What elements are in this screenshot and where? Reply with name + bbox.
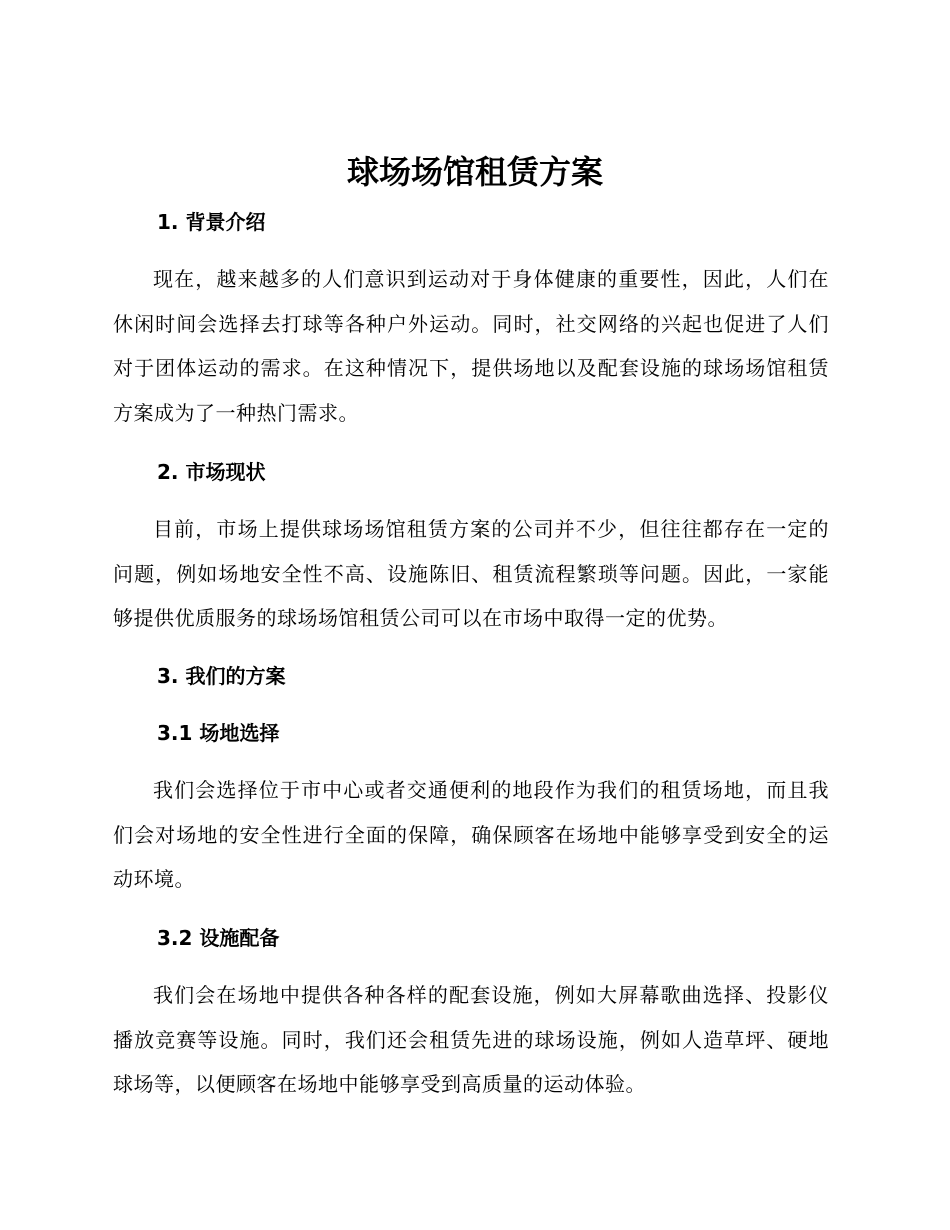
document-title: 球场场馆租赁方案 bbox=[346, 153, 603, 191]
section-paragraph-venue-selection: 我们会选择位于市中心或者交通便利的地段作为我们的租赁场地，而且我们会对场地的安全性进行全面的保障，确保顾客在场地中能够享受到安全的运动环境。 bbox=[113, 778, 829, 891]
section-heading-venue-selection: 3.1 场地选择 bbox=[157, 721, 280, 745]
section-paragraph-market: 目前，市场上提供球场场馆租赁方案的公司并不少，但往往都存在一定的问题，例如场地安全性不高、设施陈旧、租赁流程繁琐等问题。因此，一家能够提供优质服务的球场场馆租赁公司可以在市场中取得一定的优势。 bbox=[113, 517, 829, 630]
section-heading-facilities: 3.2 设施配备 bbox=[157, 926, 280, 950]
section-paragraph-background: 现在，越来越多的人们意识到运动对于身体健康的重要性，因此，人们在休闲时间会选择去打球等各种户外运动。同时，社交网络的兴起也促进了人们对于团体运动的需求。在这种情况下，提供场地以及配套设施的球场场馆租赁方案成为了一种热门需求。 bbox=[113, 267, 829, 425]
section-heading-market: 2. 市场现状 bbox=[157, 460, 266, 484]
section-paragraph-facilities: 我们会在场地中提供各种各样的配套设施，例如大屏幕歌曲选择、投影仪播放竞赛等设施。同时，我们还会租赁先进的球场设施，例如人造草坪、硬地球场等，以便顾客在场地中能够享受到高质量的运动体验。 bbox=[113, 983, 829, 1096]
section-heading-our-plan: 3. 我们的方案 bbox=[157, 664, 286, 688]
section-heading-background: 1. 背景介绍 bbox=[157, 210, 266, 234]
